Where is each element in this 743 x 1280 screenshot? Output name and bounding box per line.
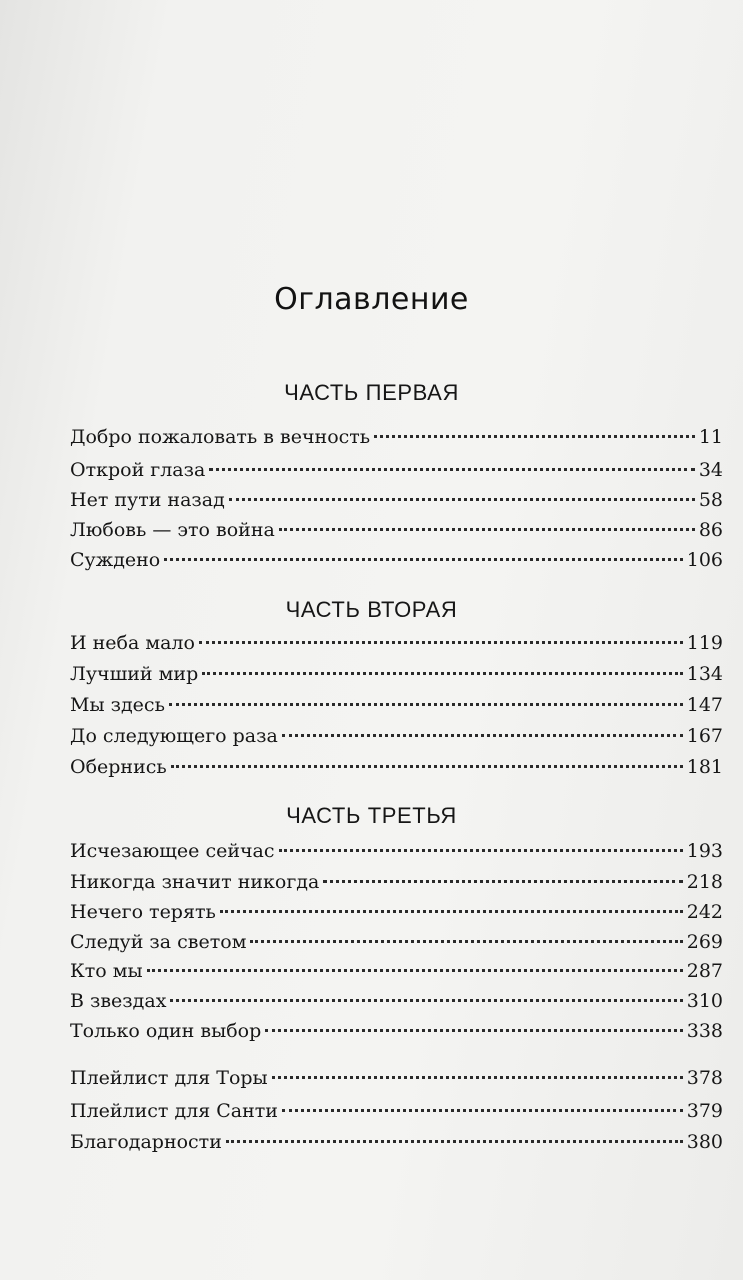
entry-page: 310 <box>686 990 723 1012</box>
dot-leader <box>282 1109 683 1112</box>
dot-leader <box>220 910 683 913</box>
dot-leader <box>147 969 683 972</box>
toc-entry <box>70 1063 723 1093</box>
toc-entry <box>70 485 723 515</box>
entry-label: Нечего терять <box>70 901 216 923</box>
dot-leader <box>170 999 682 1002</box>
entry-page: 86 <box>698 519 723 541</box>
entry-page: 11 <box>698 426 723 448</box>
entry-page: 287 <box>686 960 723 982</box>
entry-label: Открой глаза <box>70 459 206 481</box>
toc-entry <box>70 836 723 866</box>
entry-label: Плейлист для Торы <box>70 1067 268 1089</box>
toc-entry <box>70 1096 723 1126</box>
toc-entry <box>70 956 723 986</box>
entry-label: До следующего раза <box>70 725 278 747</box>
toc-entry <box>70 1016 723 1046</box>
dot-leader <box>229 498 695 501</box>
toc-entry <box>70 515 723 545</box>
entry-page: 134 <box>686 663 723 685</box>
entry-page: 34 <box>698 459 723 481</box>
dot-leader <box>199 641 683 644</box>
dot-leader <box>226 1140 683 1143</box>
toc-entry <box>70 752 723 782</box>
dot-leader <box>169 703 683 706</box>
entry-label: Кто мы <box>70 960 143 982</box>
dot-leader <box>202 672 683 675</box>
entry-label: Обернись <box>70 756 167 778</box>
toc-entry <box>70 986 723 1016</box>
entry-label: В звездах <box>70 990 167 1012</box>
dot-leader <box>374 435 695 438</box>
toc-entry <box>70 422 723 452</box>
entry-page: 218 <box>686 871 723 893</box>
entry-page: 379 <box>686 1100 723 1122</box>
entry-label: Плейлист для Санти <box>70 1100 278 1122</box>
entry-page: 193 <box>686 840 723 862</box>
entry-page: 242 <box>686 901 723 923</box>
entry-page: 147 <box>686 694 723 716</box>
entry-label: Лучший мир <box>70 663 199 685</box>
entry-label: И неба мало <box>70 632 195 654</box>
dot-leader <box>323 880 682 883</box>
dot-leader <box>279 528 695 531</box>
part-heading-1: ЧАСТЬ ПЕРВАЯ <box>284 380 459 405</box>
dot-leader <box>282 734 683 737</box>
toc-entry <box>70 659 723 689</box>
entry-page: 338 <box>686 1020 723 1042</box>
entry-label: Благодарности <box>70 1131 222 1153</box>
entry-label: Любовь — это война <box>70 519 275 541</box>
part-heading-2: ЧАСТЬ ВТОРАЯ <box>285 597 458 622</box>
dot-leader <box>209 468 695 471</box>
toc-entry <box>70 867 723 897</box>
toc-entry <box>70 690 723 720</box>
dot-leader <box>265 1029 682 1032</box>
entry-page: 181 <box>686 756 723 778</box>
entry-page: 167 <box>686 725 723 747</box>
toc-title: Оглавление <box>274 282 469 317</box>
entry-label: Суждено <box>70 549 161 571</box>
toc-entry <box>70 897 723 927</box>
toc-entry <box>70 927 723 957</box>
dot-leader <box>164 558 682 561</box>
toc-entry <box>70 455 723 485</box>
entry-label: Следуй за светом <box>70 931 247 953</box>
entry-page: 269 <box>686 931 723 953</box>
entry-label: Исчезающее сейчас <box>70 840 275 862</box>
entry-label: Нет пути назад <box>70 489 225 511</box>
dot-leader <box>279 849 683 852</box>
entry-page: 119 <box>686 632 723 654</box>
dot-leader <box>171 765 683 768</box>
entry-page: 58 <box>698 489 723 511</box>
dot-leader <box>272 1076 683 1079</box>
dot-leader <box>250 940 682 943</box>
toc-entry <box>70 721 723 751</box>
entry-page: 378 <box>686 1067 723 1089</box>
toc-entry <box>70 628 723 658</box>
entry-page: 106 <box>686 549 723 571</box>
entry-label: Добро пожаловать в вечность <box>70 426 371 448</box>
entry-label: Мы здесь <box>70 694 165 716</box>
toc-entry <box>70 545 723 575</box>
entry-page: 380 <box>686 1131 723 1153</box>
entry-label: Никогда значит никогда <box>70 871 320 893</box>
part-heading-3: ЧАСТЬ ТРЕТЬЯ <box>286 803 457 828</box>
toc-entry <box>70 1127 723 1157</box>
entry-label: Только один выбор <box>70 1020 262 1042</box>
